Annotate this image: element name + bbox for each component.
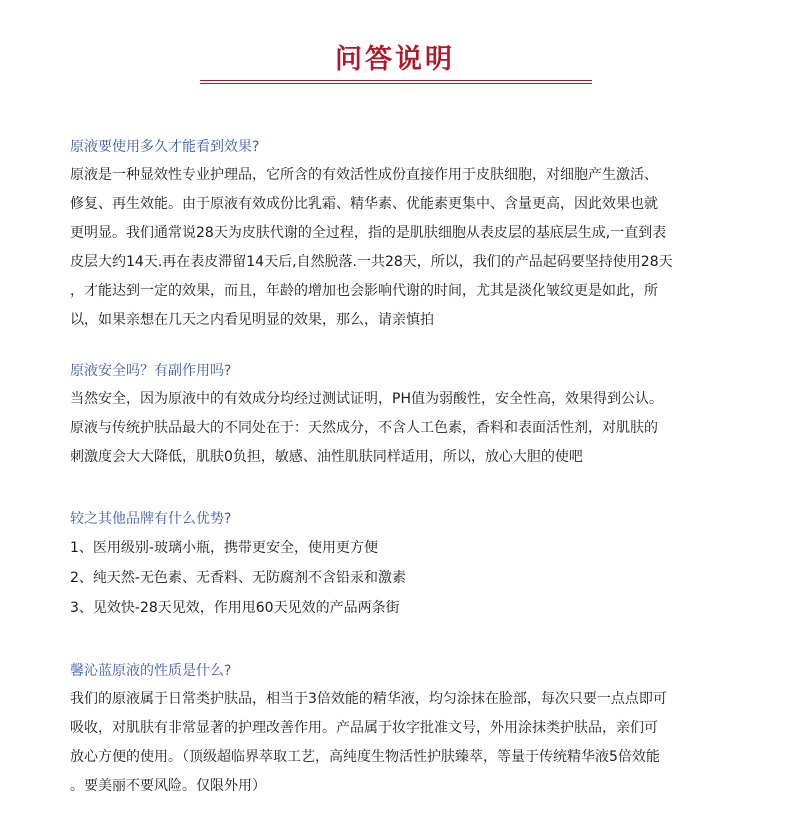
answer-text (70, 685, 730, 801)
answer-line: 当然安全，因为原液中的有效成分均经过测试证明，PH值为弱酸性，安全性高，效果得到公认。 (70, 391, 663, 407)
answer-line: 原液是一种显效性专业护理品，它所含的有效活性成份直接作用于皮肤细胞，对细胞产生激活、 (70, 167, 658, 183)
qa-section-nature (70, 657, 730, 801)
question-heading: 较之其他品牌有什么优势? (70, 511, 232, 527)
qa-section-advantages (70, 505, 730, 623)
page-header (0, 40, 790, 80)
answer-line: 吸收，对肌肤有非常显著的护理改善作用。产品属于妆字批准文号，外用涂抹类护肤品，亲们可 (70, 720, 658, 736)
qa-section-safety (70, 357, 730, 472)
list-item: 3、见效快-28天见效，作用甩60天见效的产品两条街 (70, 600, 400, 616)
answer-line: 我们的原液属于日常类护肤品，相当于3倍效能的精华液，均匀涂抹在脸部，每次只要一点点即可 (70, 691, 667, 707)
answer-line: 原液与传统护肤品最大的不同处在于：天然成分，不含人工色素，香料和表面活性剂，对肌肤的 (70, 420, 658, 436)
question-heading: 原液要使用多久才能看到效果? (70, 139, 260, 155)
answer-line: 皮层大约14天.再在表皮滞留14天后,自然脱落.一共28天，所以，我们的产品起码要坚持使用28天 (70, 254, 673, 270)
answer-line: 以，如果亲想在几天之内看见明显的效果，那么，请亲慎拍 (70, 312, 434, 328)
page-title: 问答说明 (335, 44, 455, 75)
question-heading: 原液安全吗？有副作用吗? (70, 363, 232, 379)
qa-content (70, 133, 730, 823)
answer-line: 。要美丽不要风险。仅限外用） (70, 778, 266, 794)
answer-text (70, 385, 730, 472)
answer-line: 更明显。我们通常说28天为皮肤代谢的全过程，指的是肌肤细胞从表皮层的基底层生成,一直到表 (70, 225, 667, 241)
answer-line: 修复、再生效能。由于原液有效成份比乳霜、精华素、优能素更集中、含量更高，因此效果也就 (70, 196, 658, 212)
answer-text (70, 161, 730, 335)
answer-line: ，才能达到一定的效果，而且，年龄的增加也会影响代谢的时间，尤其是淡化皱纹更是如此，所 (70, 283, 658, 299)
list-item: 1、医用级别-玻璃小瓶，携带更安全，使用更方便 (70, 540, 378, 556)
list-item: 2、纯天然-无色素、无香料、无防腐剂不含铅汞和激素 (70, 570, 406, 586)
title-underline (200, 80, 592, 84)
qa-section-effect-time (70, 133, 730, 335)
answer-line: 放心方便的使用。（顶级超临界萃取工艺，高纯度生物活性护肤臻萃，等量于传统精华液5倍效能 (70, 749, 660, 765)
answer-line: 刺激度会大大降低，肌肤0负担，敏感、油性肌肤同样适用，所以，放心大胆的使吧 (70, 449, 583, 465)
question-heading: 馨沁蓝原液的性质是什么? (70, 663, 232, 679)
